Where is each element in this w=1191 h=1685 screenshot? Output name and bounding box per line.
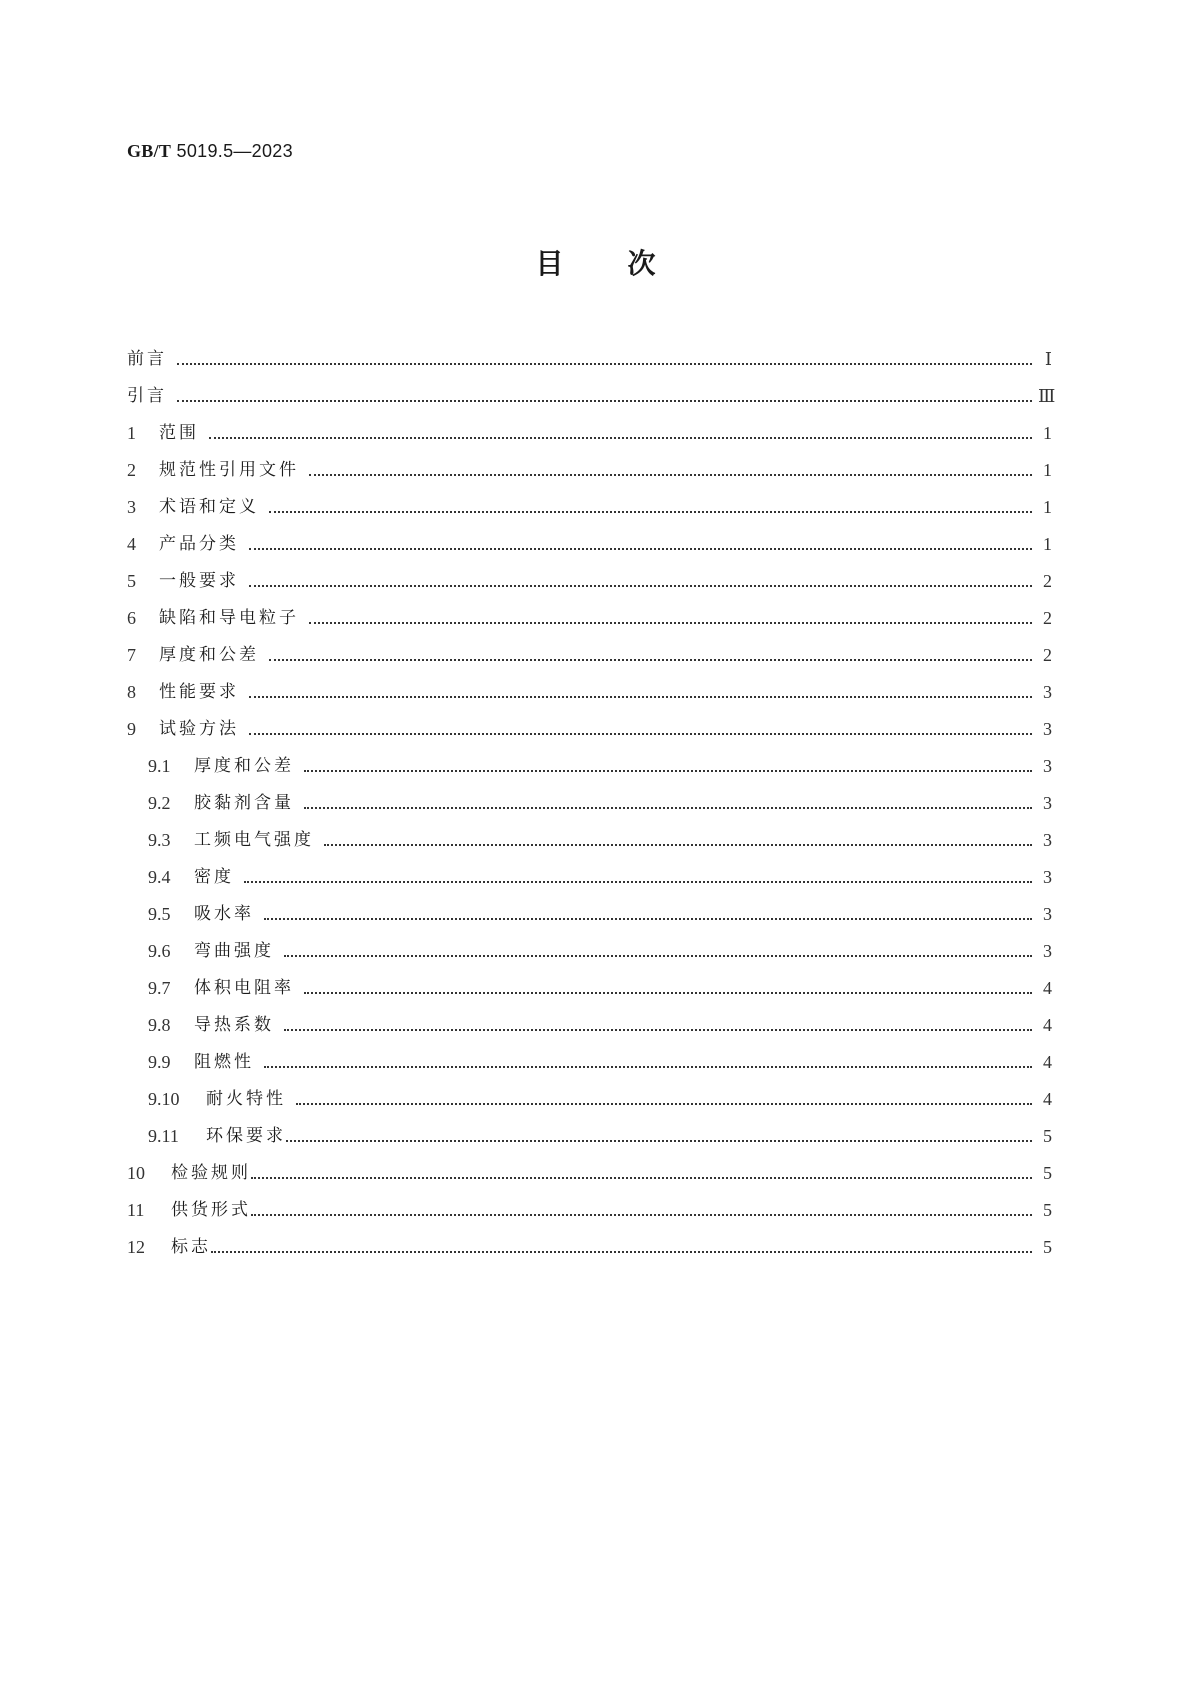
toc-entry-page: 4 <box>1043 978 1052 998</box>
toc-entry-number: 12 <box>127 1237 145 1257</box>
toc-entry-9-1[interactable] <box>127 748 1052 785</box>
dot-leader <box>249 563 1032 600</box>
toc-entry-page: Ⅲ <box>1038 386 1056 406</box>
toc-title-char-2: 次 <box>627 247 656 280</box>
dot-leader <box>211 1229 1032 1266</box>
toc-entry-12[interactable] <box>127 1229 1052 1266</box>
dot-leader <box>209 415 1032 452</box>
toc-entry-page: 4 <box>1043 1052 1052 1072</box>
toc-entry-10[interactable] <box>127 1155 1052 1192</box>
toc-entry-9-10[interactable] <box>127 1081 1052 1118</box>
toc-entry-11[interactable] <box>127 1192 1052 1229</box>
toc-entry-label: 环保要求 <box>206 1126 286 1146</box>
dot-leader <box>304 970 1032 1007</box>
toc-entry-page: 2 <box>1043 645 1052 665</box>
toc-entry-label: 性能要求 <box>159 682 239 702</box>
toc-entry-number: 10 <box>127 1163 145 1183</box>
toc-entry-page: 3 <box>1043 867 1052 887</box>
dot-leader <box>269 637 1032 674</box>
toc-entry-page: 4 <box>1043 1015 1052 1035</box>
toc-entry-label: 密度 <box>194 867 234 887</box>
toc-entry-number: 9.5 <box>148 904 171 924</box>
toc-entry-label: 导热系数 <box>194 1015 274 1035</box>
dot-leader <box>249 711 1032 748</box>
toc-entry-page: Ⅰ <box>1044 349 1052 369</box>
dot-leader <box>264 896 1032 933</box>
toc-entry-number: 9.10 <box>148 1089 180 1109</box>
dot-leader <box>304 785 1032 822</box>
toc-title-char-1: 目 <box>535 247 564 280</box>
toc-entry-page: 5 <box>1043 1200 1052 1220</box>
toc-entry-9[interactable] <box>127 711 1052 748</box>
toc-entry-label: 标志 <box>171 1237 211 1257</box>
dot-leader <box>324 822 1032 859</box>
toc-entry-page: 4 <box>1043 1089 1052 1109</box>
standard-prefix: GB/T <box>127 141 172 161</box>
dot-leader <box>251 1155 1032 1192</box>
toc-entry-number: 9 <box>127 719 136 739</box>
toc-entry-number: 6 <box>127 608 136 628</box>
toc-entry-page: 3 <box>1043 793 1052 813</box>
toc-entry-label: 术语和定义 <box>159 497 259 517</box>
toc-entry-6[interactable] <box>127 600 1052 637</box>
toc-entry-label: 厚度和公差 <box>194 756 294 776</box>
toc-entry-number: 5 <box>127 571 136 591</box>
toc-entry-label: 试验方法 <box>159 719 239 739</box>
table-of-contents <box>127 341 1056 1266</box>
dot-leader <box>284 933 1032 970</box>
toc-entry-9-5[interactable] <box>127 896 1052 933</box>
toc-entry-label: 吸水率 <box>194 904 254 924</box>
dot-leader <box>286 1118 1032 1155</box>
toc-entry-label: 弯曲强度 <box>194 941 274 961</box>
toc-entry-label: 范围 <box>159 423 199 443</box>
toc-entry-page: 3 <box>1043 941 1052 961</box>
toc-entry-number: 9.7 <box>148 978 171 998</box>
dot-leader <box>269 489 1032 526</box>
toc-entry-page: 1 <box>1043 423 1052 443</box>
toc-entry-number: 11 <box>127 1200 145 1220</box>
toc-entry-number: 9.11 <box>148 1126 179 1146</box>
toc-entry-number: 2 <box>127 460 136 480</box>
toc-entry-page: 3 <box>1043 682 1052 702</box>
toc-entry-9-7[interactable] <box>127 970 1052 1007</box>
toc-entry-9-8[interactable] <box>127 1007 1052 1044</box>
toc-entry-number: 4 <box>127 534 136 554</box>
toc-entry-9-11[interactable] <box>127 1118 1052 1155</box>
toc-entry-introduction[interactable] <box>127 378 1056 415</box>
toc-entry-page: 3 <box>1043 830 1052 850</box>
toc-entry-9-9[interactable] <box>127 1044 1052 1081</box>
toc-entry-number: 9.6 <box>148 941 171 961</box>
toc-entry-number: 9.1 <box>148 756 171 776</box>
toc-entry-label: 供货形式 <box>171 1200 251 1220</box>
toc-entry-number: 9.9 <box>148 1052 171 1072</box>
toc-entry-2[interactable] <box>127 452 1052 489</box>
toc-entry-page: 3 <box>1043 719 1052 739</box>
toc-entry-number: 9.3 <box>148 830 171 850</box>
toc-entry-label: 检验规则 <box>171 1163 251 1183</box>
toc-entry-5[interactable] <box>127 563 1052 600</box>
toc-entry-page: 3 <box>1043 904 1052 924</box>
toc-entry-page: 1 <box>1043 534 1052 554</box>
toc-entry-label: 前言 <box>127 349 167 369</box>
dot-leader <box>309 600 1032 637</box>
toc-entry-number: 9.4 <box>148 867 171 887</box>
toc-entry-label: 体积电阻率 <box>194 978 294 998</box>
toc-entry-number: 1 <box>127 423 136 443</box>
toc-entry-page: 5 <box>1043 1237 1052 1257</box>
toc-entry-page: 2 <box>1043 571 1052 591</box>
dot-leader <box>249 526 1032 563</box>
toc-entry-9-2[interactable] <box>127 785 1052 822</box>
toc-entry-4[interactable] <box>127 526 1052 563</box>
toc-entry-label: 产品分类 <box>159 534 239 554</box>
toc-entry-1[interactable] <box>127 415 1052 452</box>
toc-title <box>0 242 1191 282</box>
toc-entry-number: 8 <box>127 682 136 702</box>
toc-entry-9-4[interactable] <box>127 859 1052 896</box>
dot-leader <box>177 378 1032 415</box>
toc-entry-7[interactable] <box>127 637 1052 674</box>
dot-leader <box>284 1007 1032 1044</box>
toc-entry-label: 阻燃性 <box>194 1052 254 1072</box>
dot-leader <box>251 1192 1032 1229</box>
toc-entry-label: 耐火特性 <box>206 1089 286 1109</box>
dot-leader <box>244 859 1032 896</box>
toc-entry-page: 1 <box>1043 497 1052 517</box>
toc-entry-page: 5 <box>1043 1163 1052 1183</box>
toc-entry-number: 9.8 <box>148 1015 171 1035</box>
dot-leader <box>309 452 1032 489</box>
dot-leader <box>264 1044 1032 1081</box>
toc-entry-label: 一般要求 <box>159 571 239 591</box>
toc-entry-page: 1 <box>1043 460 1052 480</box>
toc-entry-label: 规范性引用文件 <box>159 460 299 480</box>
toc-entry-label: 胶黏剂含量 <box>194 793 294 813</box>
toc-entry-label: 工频电气强度 <box>194 830 314 850</box>
toc-entry-page: 2 <box>1043 608 1052 628</box>
toc-entry-number: 3 <box>127 497 136 517</box>
dot-leader <box>296 1081 1032 1118</box>
dot-leader <box>249 674 1032 711</box>
toc-entry-9-6[interactable] <box>127 933 1052 970</box>
toc-entry-number: 9.2 <box>148 793 171 813</box>
toc-entry-foreword[interactable] <box>127 341 1052 378</box>
toc-entry-label: 缺陷和导电粒子 <box>159 608 299 628</box>
toc-entry-number: 7 <box>127 645 136 665</box>
toc-entry-page: 5 <box>1043 1126 1052 1146</box>
toc-entry-label: 引言 <box>127 386 167 406</box>
toc-entry-8[interactable] <box>127 674 1052 711</box>
dot-leader <box>177 341 1032 378</box>
toc-entry-label: 厚度和公差 <box>159 645 259 665</box>
toc-entry-3[interactable] <box>127 489 1052 526</box>
toc-entry-page: 3 <box>1043 756 1052 776</box>
dot-leader <box>304 748 1032 785</box>
standard-number: 5019.5—2023 <box>176 141 293 161</box>
standard-code <box>127 141 293 162</box>
toc-entry-9-3[interactable] <box>127 822 1052 859</box>
